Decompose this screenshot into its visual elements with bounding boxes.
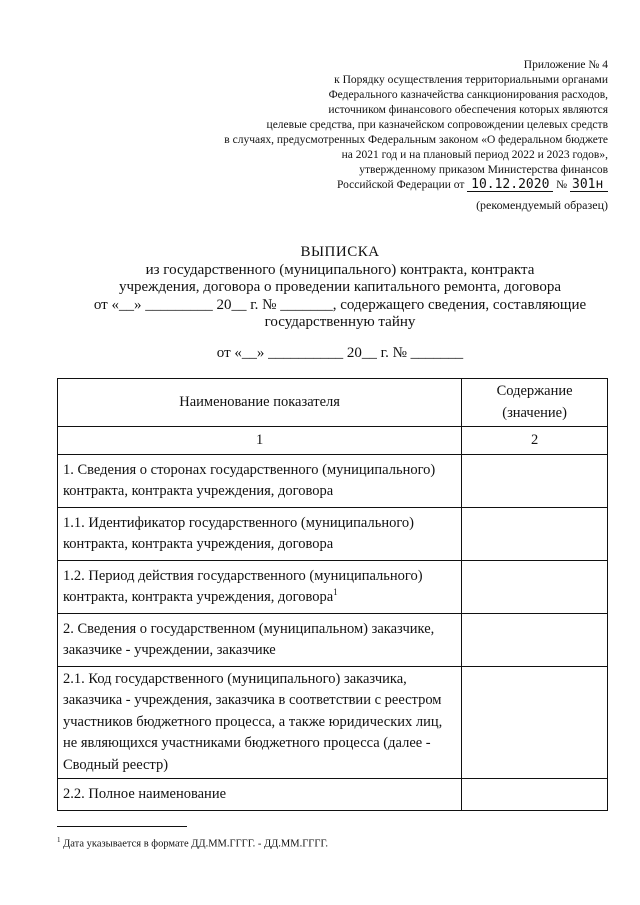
appendix-line: утвержденному приказом Министерства финансов: [359, 164, 608, 176]
appendix-order-line: [168, 178, 608, 193]
title-line: учреждения, договора о проведении капитального ремонта, договора: [118, 279, 562, 295]
column-number: 1: [58, 427, 462, 455]
appendix-line: источником финансового обеспечения которых являются: [328, 104, 608, 116]
indicator-value: [462, 561, 608, 614]
table-row: [58, 455, 608, 508]
title-line: от «__» _________ 20__ г. № _______, содержащего сведения, составляющие: [93, 296, 587, 313]
header-content-line: Содержание: [496, 383, 573, 399]
table-row: [58, 779, 608, 811]
appendix-order-prefix: Российской Федерации от: [337, 179, 465, 191]
document-title: [40, 244, 640, 332]
appendix-header: [168, 58, 608, 193]
title-word: ВЫПИСКА: [300, 244, 380, 260]
table-row: [58, 667, 608, 779]
table-number-row: [58, 427, 608, 455]
table-header-row: [58, 379, 608, 427]
appendix-number: Приложение № 4: [523, 59, 608, 71]
header-indicator-name: Наименование показателя: [58, 379, 462, 427]
order-number: 301н: [570, 178, 608, 192]
subtitle-date-number: от «__» __________ 20__ г. № _______: [216, 345, 464, 361]
indicator-value: [462, 614, 608, 667]
footnote-marker: 1: [57, 836, 61, 844]
title-line: государственную тайну: [264, 314, 416, 330]
indicators-table: [57, 378, 608, 811]
appendix-line: Федерального казначейства санкционирования расходов,: [328, 89, 608, 101]
appendix-line: на 2021 год и на плановый период 2022 и 2023 годов»,: [341, 149, 608, 161]
sample-note: (рекомендуемый образец): [476, 198, 608, 212]
footnote-text: Дата указывается в формате ДД.ММ.ГГГГ. - ДД.ММ.ГГГГ.: [63, 838, 328, 850]
indicator-name: 1.1. Идентификатор государственного (муниципального) контракта, контракта учреждения, договора: [58, 508, 462, 561]
indicator-name: 2.2. Полное наименование: [58, 779, 462, 811]
indicator-value: [462, 508, 608, 561]
table-row: [58, 614, 608, 667]
indicator-value: [462, 779, 608, 811]
indicator-name: 2. Сведения о государственном (муниципальном) заказчике, заказчике - учреждении, заказчике: [58, 614, 462, 667]
order-date: 10.12.2020: [467, 178, 553, 192]
order-number-prefix: №: [556, 179, 568, 191]
appendix-line: целевые средства, при казначейском сопровождении целевых средств: [266, 119, 608, 131]
indicator-text: 1.2. Период действия государственного (муниципального) контракта, контракта учреждения, договора: [63, 567, 423, 605]
header-content-line: (значение): [502, 404, 567, 421]
table-row: [58, 561, 608, 614]
indicator-name: [58, 561, 462, 614]
indicator-value: [462, 667, 608, 779]
title-line: из государственного (муниципального) контракта, контракта: [145, 261, 535, 278]
appendix-line: в случаях, предусмотренных Федеральным законом «О федеральном бюджете: [224, 134, 608, 146]
footnote-divider: [57, 826, 187, 827]
header-content-value: [462, 379, 608, 427]
footnote-ref: 1: [333, 587, 338, 598]
footnote: [57, 836, 328, 850]
indicator-name: 2.1. Код государственного (муниципального) заказчика, заказчика - учреждения, заказчика в соответствии с реестром участников бюджетного процесса, а также юридических лиц, не являющихся участниками бюджетного процесса (далее - Сводный реестр): [58, 667, 462, 779]
column-number: 2: [462, 427, 608, 455]
indicator-value: [462, 455, 608, 508]
appendix-line: к Порядку осуществления территориальными органами: [334, 74, 608, 86]
table-row: [58, 508, 608, 561]
indicator-name: 1. Сведения о сторонах государственного (муниципального) контракта, контракта учреждения, договора: [58, 455, 462, 508]
